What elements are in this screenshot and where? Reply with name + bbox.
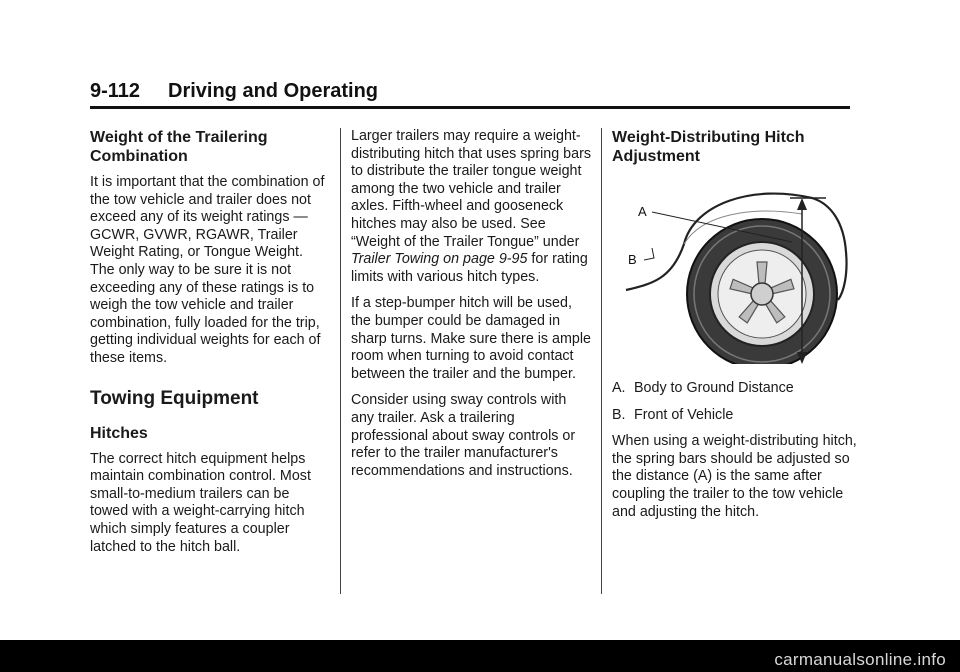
heading-towing-equipment: Towing Equipment <box>90 387 259 409</box>
page-number: 9-112 <box>90 80 141 102</box>
caption-a <box>612 380 862 398</box>
paragraph-hitches: The correct hitch equipment helps maintain combination control. Most small-to-medium trailers can be towed with a weight-carrying hitch which simply features a coupler latched to the hitch ball. <box>90 450 311 555</box>
callout-a-label: A <box>638 204 647 219</box>
footer-bar <box>0 640 960 672</box>
caption-b-letter: B. <box>612 406 626 423</box>
column-divider <box>340 128 341 594</box>
callout-b-line <box>644 248 654 260</box>
heading-hitches: Hitches <box>90 424 148 442</box>
wheel-diagram <box>612 184 862 364</box>
caption-b <box>612 407 862 425</box>
text: Larger trailers may require a weight-distributing hitch that uses spring bars to distribute the trailer tongue weight among the two vehicle and trailer axles. Fifth-wheel and gooseneck hitches may also be used. See “Weight of the Trailer Tongue” under <box>351 128 591 250</box>
section-title: Driving and Operating <box>168 80 379 102</box>
caption-a-text: Body to Ground Distance <box>634 380 794 396</box>
caption-a-letter: A. <box>612 380 626 396</box>
cross-reference-link[interactable]: Trailer Towing on page 9-95 <box>351 251 528 268</box>
wheel-illustration <box>612 184 862 364</box>
page-header <box>90 80 850 109</box>
heading-hitch-adjustment: Weight-Distributing Hitch Adjustment <box>612 129 805 165</box>
wheel-hub <box>751 283 773 305</box>
column-left <box>90 128 330 565</box>
column-middle <box>351 128 591 489</box>
column-divider <box>601 128 602 594</box>
caption-b-text: Front of Vehicle <box>634 406 734 423</box>
paragraph-adjustment: When using a weight-distributing hitch, the spring bars should be adjusted so the distance (A) is the same after coupling the trailer to the tow vehicle and adjusting the hitch. <box>612 433 857 520</box>
column-right <box>612 128 862 530</box>
callout-b-label: B <box>628 252 637 267</box>
watermark: carmanualsonline.info <box>774 650 946 669</box>
paragraph-step-bumper: If a step-bumper hitch will be used, the bumper could be damaged in sharp turns. Make sure there is ample room when turning to avoid contact between the trailer and the bumper. <box>351 295 591 382</box>
paragraph-sway-controls: Consider using sway controls with any trailer. Ask a trailering professional about sway controls or refer to the trailer manufacturer's recommendations and instructions. <box>351 392 576 479</box>
heading-weight-combination: Weight of the Trailering Combination <box>90 129 268 165</box>
paragraph-weight: It is important that the combination of the tow vehicle and trailer does not exceed any of its weight ratings — GCWR, GVWR, RGAWR, Trailer Weight Rating, or Tongue Weight. The only way to be sure it is not exceeding any of these ratings is to weigh the tow vehicle and trailer combination, fully loaded for the trip, getting individual weights for each of these items. <box>90 174 325 366</box>
dimension-arrow-top <box>797 198 807 210</box>
paragraph-larger-trailers <box>351 128 591 286</box>
text: for rating limits with various hitch types. <box>351 251 588 285</box>
